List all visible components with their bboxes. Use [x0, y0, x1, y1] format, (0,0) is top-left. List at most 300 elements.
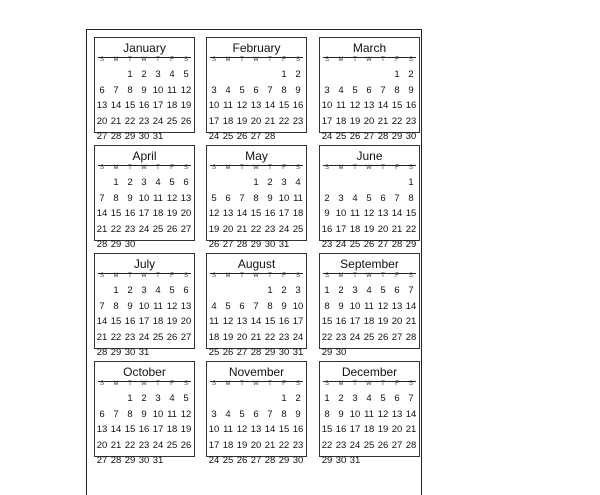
day-number: 29: [321, 347, 333, 358]
weekday-label: T: [381, 57, 385, 63]
day-number: 28: [236, 239, 248, 250]
day-number: 5: [169, 177, 175, 188]
day-number: 11: [350, 208, 360, 219]
day-number: 19: [222, 331, 234, 343]
month-title: March: [352, 41, 387, 55]
day-number: 20: [250, 115, 262, 127]
day-number: 19: [166, 316, 178, 327]
day-number: 15: [124, 424, 136, 435]
day-number: 5: [211, 192, 217, 204]
day-number: 1: [394, 69, 400, 80]
day-number: 6: [366, 84, 372, 96]
month-card-may: [206, 145, 307, 250]
day-number: 31: [138, 347, 150, 358]
day-number: 10: [349, 408, 361, 420]
month-card-august: [206, 253, 307, 358]
day-number: 23: [264, 223, 276, 235]
day-number: 14: [377, 100, 389, 111]
weekday-label: F: [282, 57, 286, 63]
day-number: 5: [352, 84, 358, 96]
month-card-january: [94, 37, 195, 142]
day-number: 23: [405, 115, 417, 127]
day-number: 24: [208, 455, 220, 466]
day-number: 9: [295, 84, 301, 96]
day-number: 30: [138, 131, 150, 142]
day-number: 18: [349, 223, 361, 235]
day-number: 29: [391, 131, 403, 142]
weekday-label: S: [99, 165, 104, 171]
day-number: 18: [166, 424, 178, 435]
day-number: 7: [267, 408, 273, 420]
weekday-label: S: [99, 57, 104, 63]
weekday-label: M: [338, 57, 344, 63]
day-number: 8: [281, 84, 287, 96]
day-number: 14: [250, 316, 262, 327]
day-number: 2: [127, 177, 133, 188]
day-number: 6: [394, 285, 400, 296]
weekday-label: W: [366, 165, 372, 171]
day-number: 14: [110, 100, 122, 111]
day-number: 4: [155, 177, 161, 188]
day-number: 12: [180, 84, 192, 96]
weekday-label: F: [282, 273, 286, 279]
day-number: 24: [278, 223, 290, 235]
day-number: 22: [110, 223, 122, 235]
day-number: 26: [208, 239, 220, 250]
day-number: 11: [153, 192, 163, 204]
day-number: 3: [211, 84, 217, 96]
month-card-july: [94, 253, 195, 358]
month-card-april: [94, 145, 195, 250]
day-number: 15: [124, 100, 136, 111]
day-number: 16: [335, 316, 347, 327]
month-title: October: [123, 365, 166, 379]
day-number: 2: [127, 285, 133, 296]
day-number: 24: [152, 115, 164, 127]
day-number: 9: [338, 300, 344, 312]
day-number: 14: [405, 408, 417, 420]
weekday-label: S: [295, 273, 300, 279]
day-number: 23: [292, 115, 304, 127]
day-number: 22: [405, 223, 417, 235]
day-number: 1: [253, 177, 259, 188]
day-number: 23: [321, 239, 333, 250]
day-number: 25: [363, 439, 375, 451]
day-number: 29: [264, 347, 276, 358]
day-number: 25: [152, 223, 164, 235]
weekday-label: S: [211, 57, 216, 63]
weekday-label: T: [353, 381, 357, 387]
day-number: 4: [295, 177, 301, 188]
day-number: 26: [377, 439, 389, 451]
day-number: 21: [264, 115, 276, 127]
month-title: February: [232, 41, 281, 55]
day-number: 18: [335, 115, 347, 127]
day-number: 9: [408, 84, 414, 96]
day-number: 22: [278, 115, 290, 127]
day-number: 23: [335, 331, 347, 343]
day-number: 14: [264, 100, 276, 111]
weekday-label: S: [324, 273, 329, 279]
day-number: 6: [380, 192, 386, 204]
day-number: 11: [364, 300, 374, 312]
day-number: 9: [141, 408, 147, 420]
day-number: 20: [250, 439, 262, 451]
day-number: 27: [377, 239, 389, 250]
day-number: 7: [394, 192, 400, 204]
day-number: 1: [113, 285, 119, 296]
day-number: 30: [405, 131, 417, 142]
day-number: 5: [380, 393, 386, 404]
day-number: 3: [338, 192, 344, 204]
day-number: 9: [295, 408, 301, 420]
day-number: 12: [166, 192, 178, 204]
day-number: 12: [208, 208, 220, 219]
month-title: June: [356, 149, 383, 163]
day-number: 4: [352, 192, 358, 204]
day-number: 24: [335, 239, 347, 250]
weekday-label: S: [324, 57, 329, 63]
day-number: 2: [408, 69, 414, 80]
day-number: 8: [113, 192, 119, 204]
day-number: 18: [222, 115, 234, 127]
day-number: 13: [250, 100, 262, 111]
day-number: 30: [335, 347, 347, 358]
day-number: 26: [236, 131, 248, 142]
day-number: 27: [250, 455, 262, 466]
day-number: 20: [180, 316, 192, 327]
weekday-label: T: [381, 273, 385, 279]
day-number: 17: [292, 316, 304, 327]
month-title: August: [237, 257, 276, 271]
day-number: 29: [405, 239, 417, 250]
day-number: 21: [405, 424, 417, 435]
weekday-label: T: [156, 165, 160, 171]
day-number: 28: [96, 347, 108, 358]
day-number: 22: [264, 331, 276, 343]
day-number: 11: [167, 84, 177, 96]
day-number: 15: [391, 100, 403, 111]
day-number: 25: [292, 223, 304, 235]
weekday-label: T: [381, 165, 385, 171]
day-number: 28: [250, 347, 262, 358]
day-number: 14: [110, 424, 122, 435]
day-number: 7: [239, 192, 245, 204]
day-number: 12: [166, 300, 178, 312]
day-number: 16: [292, 424, 304, 435]
day-number: 19: [349, 115, 361, 127]
weekday-label: F: [170, 381, 174, 387]
day-number: 9: [338, 408, 344, 420]
weekday-label: T: [353, 165, 357, 171]
day-number: 25: [335, 131, 347, 142]
day-number: 15: [405, 208, 417, 219]
day-number: 30: [335, 455, 347, 466]
day-number: 31: [278, 239, 290, 250]
weekday-label: F: [170, 57, 174, 63]
day-number: 9: [127, 192, 133, 204]
weekday-label: T: [240, 57, 244, 63]
day-number: 29: [124, 455, 136, 466]
day-number: 5: [225, 300, 231, 312]
day-number: 12: [349, 100, 361, 111]
day-number: 27: [391, 331, 403, 343]
day-number: 21: [236, 223, 248, 235]
weekday-label: T: [268, 381, 272, 387]
day-number: 27: [180, 223, 192, 235]
weekday-label: M: [338, 381, 344, 387]
day-number: 20: [96, 115, 108, 127]
day-number: 17: [349, 424, 361, 435]
weekday-label: W: [141, 165, 147, 171]
weekday-label: S: [408, 165, 413, 171]
weekday-label: W: [141, 273, 147, 279]
day-number: 3: [141, 285, 147, 296]
weekday-label: S: [295, 57, 300, 63]
month-title: July: [133, 257, 156, 271]
weekday-label: M: [338, 273, 344, 279]
day-number: 6: [225, 192, 231, 204]
weekday-label: T: [353, 273, 357, 279]
day-number: 10: [349, 300, 361, 312]
day-number: 1: [281, 393, 287, 404]
day-number: 19: [208, 223, 220, 235]
day-number: 15: [321, 316, 333, 327]
month-title: December: [341, 365, 398, 379]
day-number: 29: [250, 239, 262, 250]
day-number: 26: [349, 131, 361, 142]
day-number: 23: [335, 439, 347, 451]
day-number: 1: [127, 69, 133, 80]
weekday-label: S: [183, 57, 188, 63]
day-number: 27: [96, 131, 108, 142]
day-number: 21: [377, 115, 389, 127]
weekday-label: M: [113, 273, 119, 279]
day-number: 17: [152, 100, 164, 111]
day-number: 14: [405, 300, 417, 312]
day-number: 31: [152, 455, 164, 466]
day-number: 19: [166, 208, 178, 219]
day-number: 16: [138, 100, 150, 111]
day-number: 8: [127, 408, 133, 420]
month-title: September: [340, 257, 399, 271]
day-number: 15: [264, 316, 276, 327]
day-number: 10: [321, 100, 333, 111]
day-number: 20: [96, 439, 108, 451]
day-number: 22: [278, 439, 290, 451]
day-number: 18: [292, 208, 304, 219]
day-number: 25: [349, 239, 361, 250]
weekday-label: W: [141, 381, 147, 387]
weekday-label: F: [282, 381, 286, 387]
day-number: 4: [211, 300, 217, 312]
day-number: 8: [253, 192, 259, 204]
weekday-label: F: [395, 273, 399, 279]
day-number: 10: [278, 192, 290, 204]
day-number: 14: [96, 316, 108, 327]
weekday-label: F: [170, 273, 174, 279]
weekday-label: T: [268, 57, 272, 63]
day-number: 3: [155, 393, 161, 404]
month-card-march: [319, 37, 420, 142]
day-number: 12: [377, 408, 389, 420]
day-number: 3: [352, 393, 358, 404]
weekday-label: F: [395, 57, 399, 63]
weekday-label: W: [253, 273, 259, 279]
day-number: 31: [292, 347, 304, 358]
day-number: 2: [295, 393, 301, 404]
day-number: 10: [208, 100, 220, 111]
day-number: 7: [408, 393, 414, 404]
day-number: 27: [391, 439, 403, 451]
day-number: 27: [222, 239, 234, 250]
day-number: 9: [267, 192, 273, 204]
weekday-label: S: [99, 273, 104, 279]
day-number: 9: [127, 300, 133, 312]
day-number: 11: [223, 424, 233, 435]
day-number: 12: [377, 300, 389, 312]
weekday-label: S: [211, 165, 216, 171]
day-number: 10: [138, 192, 150, 204]
weekday-label: T: [240, 273, 244, 279]
day-number: 11: [293, 192, 303, 204]
day-number: 5: [380, 285, 386, 296]
day-number: 19: [377, 316, 389, 327]
weekday-label: S: [99, 381, 104, 387]
day-number: 4: [366, 285, 372, 296]
weekday-label: M: [225, 381, 231, 387]
day-number: 20: [391, 424, 403, 435]
day-number: 14: [264, 424, 276, 435]
day-number: 8: [394, 84, 400, 96]
day-number: 4: [225, 408, 231, 420]
day-number: 7: [253, 300, 259, 312]
weekday-label: S: [295, 165, 300, 171]
weekday-label: T: [268, 273, 272, 279]
day-number: 25: [166, 115, 178, 127]
day-number: 21: [264, 439, 276, 451]
day-number: 9: [281, 300, 287, 312]
day-number: 1: [324, 393, 330, 404]
weekday-label: W: [366, 57, 372, 63]
day-number: 20: [236, 331, 248, 343]
weekday-label: T: [156, 381, 160, 387]
day-number: 26: [363, 239, 375, 250]
day-number: 18: [208, 331, 220, 343]
day-number: 27: [250, 131, 262, 142]
day-number: 25: [166, 439, 178, 451]
day-number: 26: [166, 331, 178, 343]
day-number: 12: [222, 316, 234, 327]
day-number: 3: [141, 177, 147, 188]
day-number: 21: [110, 439, 122, 451]
day-number: 19: [377, 424, 389, 435]
day-number: 18: [363, 316, 375, 327]
month-card-november: [206, 361, 307, 466]
day-number: 4: [225, 84, 231, 96]
weekday-label: M: [225, 165, 231, 171]
day-number: 8: [113, 300, 119, 312]
day-number: 24: [292, 331, 304, 343]
day-number: 18: [222, 439, 234, 451]
weekday-label: W: [141, 57, 147, 63]
day-number: 20: [180, 208, 192, 219]
day-number: 6: [183, 285, 189, 296]
weekday-label: M: [113, 57, 119, 63]
day-number: 16: [292, 100, 304, 111]
day-number: 26: [236, 455, 248, 466]
day-number: 24: [138, 331, 150, 343]
weekday-label: M: [113, 381, 119, 387]
weekday-label: W: [253, 165, 259, 171]
day-number: 21: [110, 115, 122, 127]
day-number: 14: [236, 208, 248, 219]
day-number: 2: [267, 177, 273, 188]
day-number: 4: [169, 393, 175, 404]
day-number: 20: [222, 223, 234, 235]
day-number: 10: [335, 208, 347, 219]
day-number: 18: [166, 100, 178, 111]
day-number: 22: [321, 331, 333, 343]
day-number: 29: [278, 455, 290, 466]
weekday-label: W: [366, 381, 372, 387]
day-number: 13: [222, 208, 234, 219]
day-number: 29: [321, 455, 333, 466]
day-number: 5: [183, 69, 189, 80]
day-number: 6: [99, 84, 105, 96]
day-number: 1: [113, 177, 119, 188]
day-number: 6: [99, 408, 105, 420]
day-number: 24: [138, 223, 150, 235]
day-number: 2: [141, 393, 147, 404]
day-number: 12: [236, 100, 248, 111]
day-number: 13: [377, 208, 389, 219]
day-number: 21: [250, 331, 262, 343]
day-number: 1: [267, 285, 273, 296]
day-number: 19: [363, 223, 375, 235]
day-number: 29: [110, 347, 122, 358]
day-number: 2: [338, 285, 344, 296]
day-number: 2: [324, 192, 330, 204]
day-number: 23: [124, 223, 136, 235]
day-number: 6: [183, 177, 189, 188]
day-number: 27: [180, 331, 192, 343]
day-number: 21: [96, 223, 108, 235]
day-number: 26: [180, 115, 192, 127]
day-number: 20: [377, 223, 389, 235]
day-number: 11: [223, 100, 233, 111]
weekday-label: T: [156, 273, 160, 279]
day-number: 26: [377, 331, 389, 343]
day-number: 16: [278, 316, 290, 327]
weekday-label: W: [253, 381, 259, 387]
month-title: November: [228, 365, 285, 379]
day-number: 9: [324, 208, 330, 219]
day-number: 28: [264, 455, 276, 466]
day-number: 4: [366, 393, 372, 404]
day-number: 6: [253, 84, 259, 96]
day-number: 13: [180, 192, 192, 204]
day-number: 16: [138, 424, 150, 435]
month-title: April: [132, 149, 157, 163]
day-number: 14: [391, 208, 403, 219]
day-number: 31: [152, 131, 164, 142]
day-number: 8: [408, 192, 414, 204]
weekday-label: T: [156, 57, 160, 63]
day-number: 1: [127, 393, 133, 404]
day-number: 5: [239, 408, 245, 420]
day-number: 1: [324, 285, 330, 296]
